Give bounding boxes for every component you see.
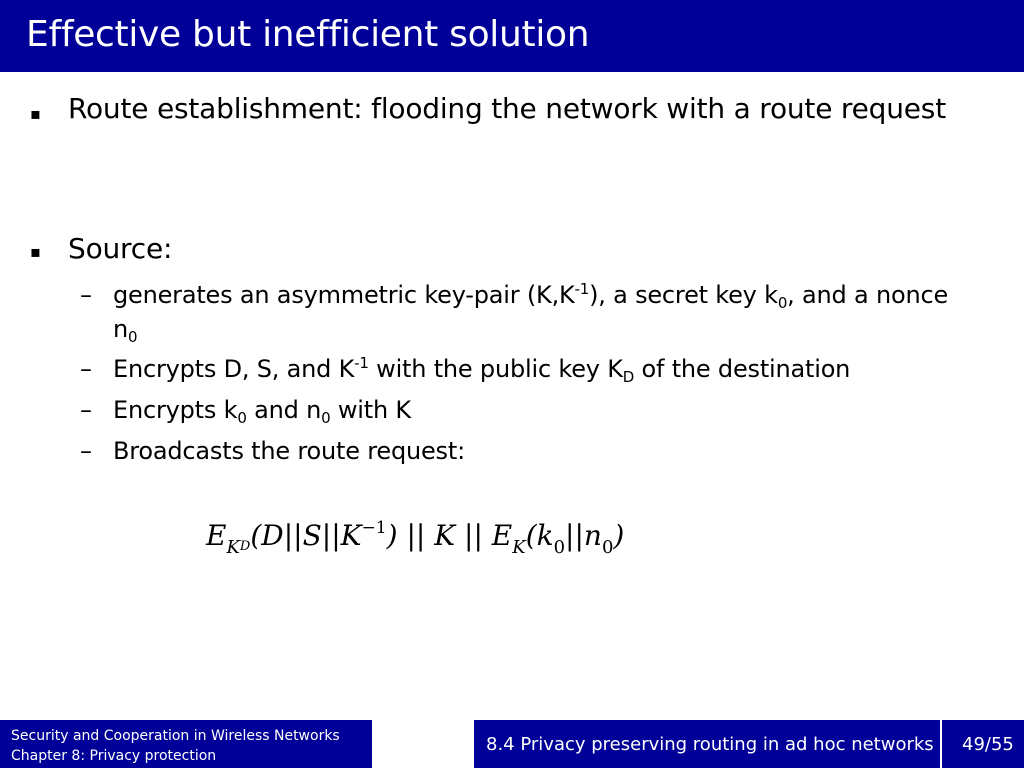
page-number: 49/55 xyxy=(962,734,1014,755)
dash-bullet-icon: – xyxy=(80,437,92,465)
footer-gap xyxy=(372,720,474,768)
title-bar xyxy=(0,0,1024,72)
footer-course-info xyxy=(0,720,372,768)
dash-bullet-icon: – xyxy=(80,396,92,424)
footer-section xyxy=(474,720,940,768)
slide-title: Effective but inefficient solution xyxy=(26,14,590,55)
route-request-formula: $E_KD(D||S||K^{-1})$ || K || $E_K(k_0||n_0)$ xyxy=(206,518,625,558)
subitem-text: Encrypts D, S, and $K^{-1}$ with the public key $K_D$ of the destination xyxy=(113,354,851,386)
footer-section-title: 8.4 Privacy preserving routing in ad hoc networks xyxy=(486,734,934,755)
dash-bullet-icon: – xyxy=(80,281,92,309)
square-bullet-icon: ▪ xyxy=(30,242,41,261)
footer-chapter-title: Chapter 8: Privacy protection xyxy=(11,748,217,764)
footer-page-number xyxy=(942,720,1024,768)
dash-bullet-icon: – xyxy=(80,355,92,383)
subitem-text: Broadcasts the route request: xyxy=(113,437,465,465)
footer-course-title: Security and Cooperation in Wireless Networks xyxy=(11,728,340,744)
subitem-text: Encrypts $k_0$ and $n_0$ with K xyxy=(113,396,411,427)
subitem-text: generates an asymmetric key-pair $(K,K^{-1})$, a secret key $k_0$, and a nonce $n_0$ xyxy=(113,280,949,346)
bullet-text: Source: xyxy=(68,232,173,265)
bullet-text: Route establishment: flooding the network with a route request xyxy=(68,92,946,125)
square-bullet-icon: ▪ xyxy=(30,104,41,123)
